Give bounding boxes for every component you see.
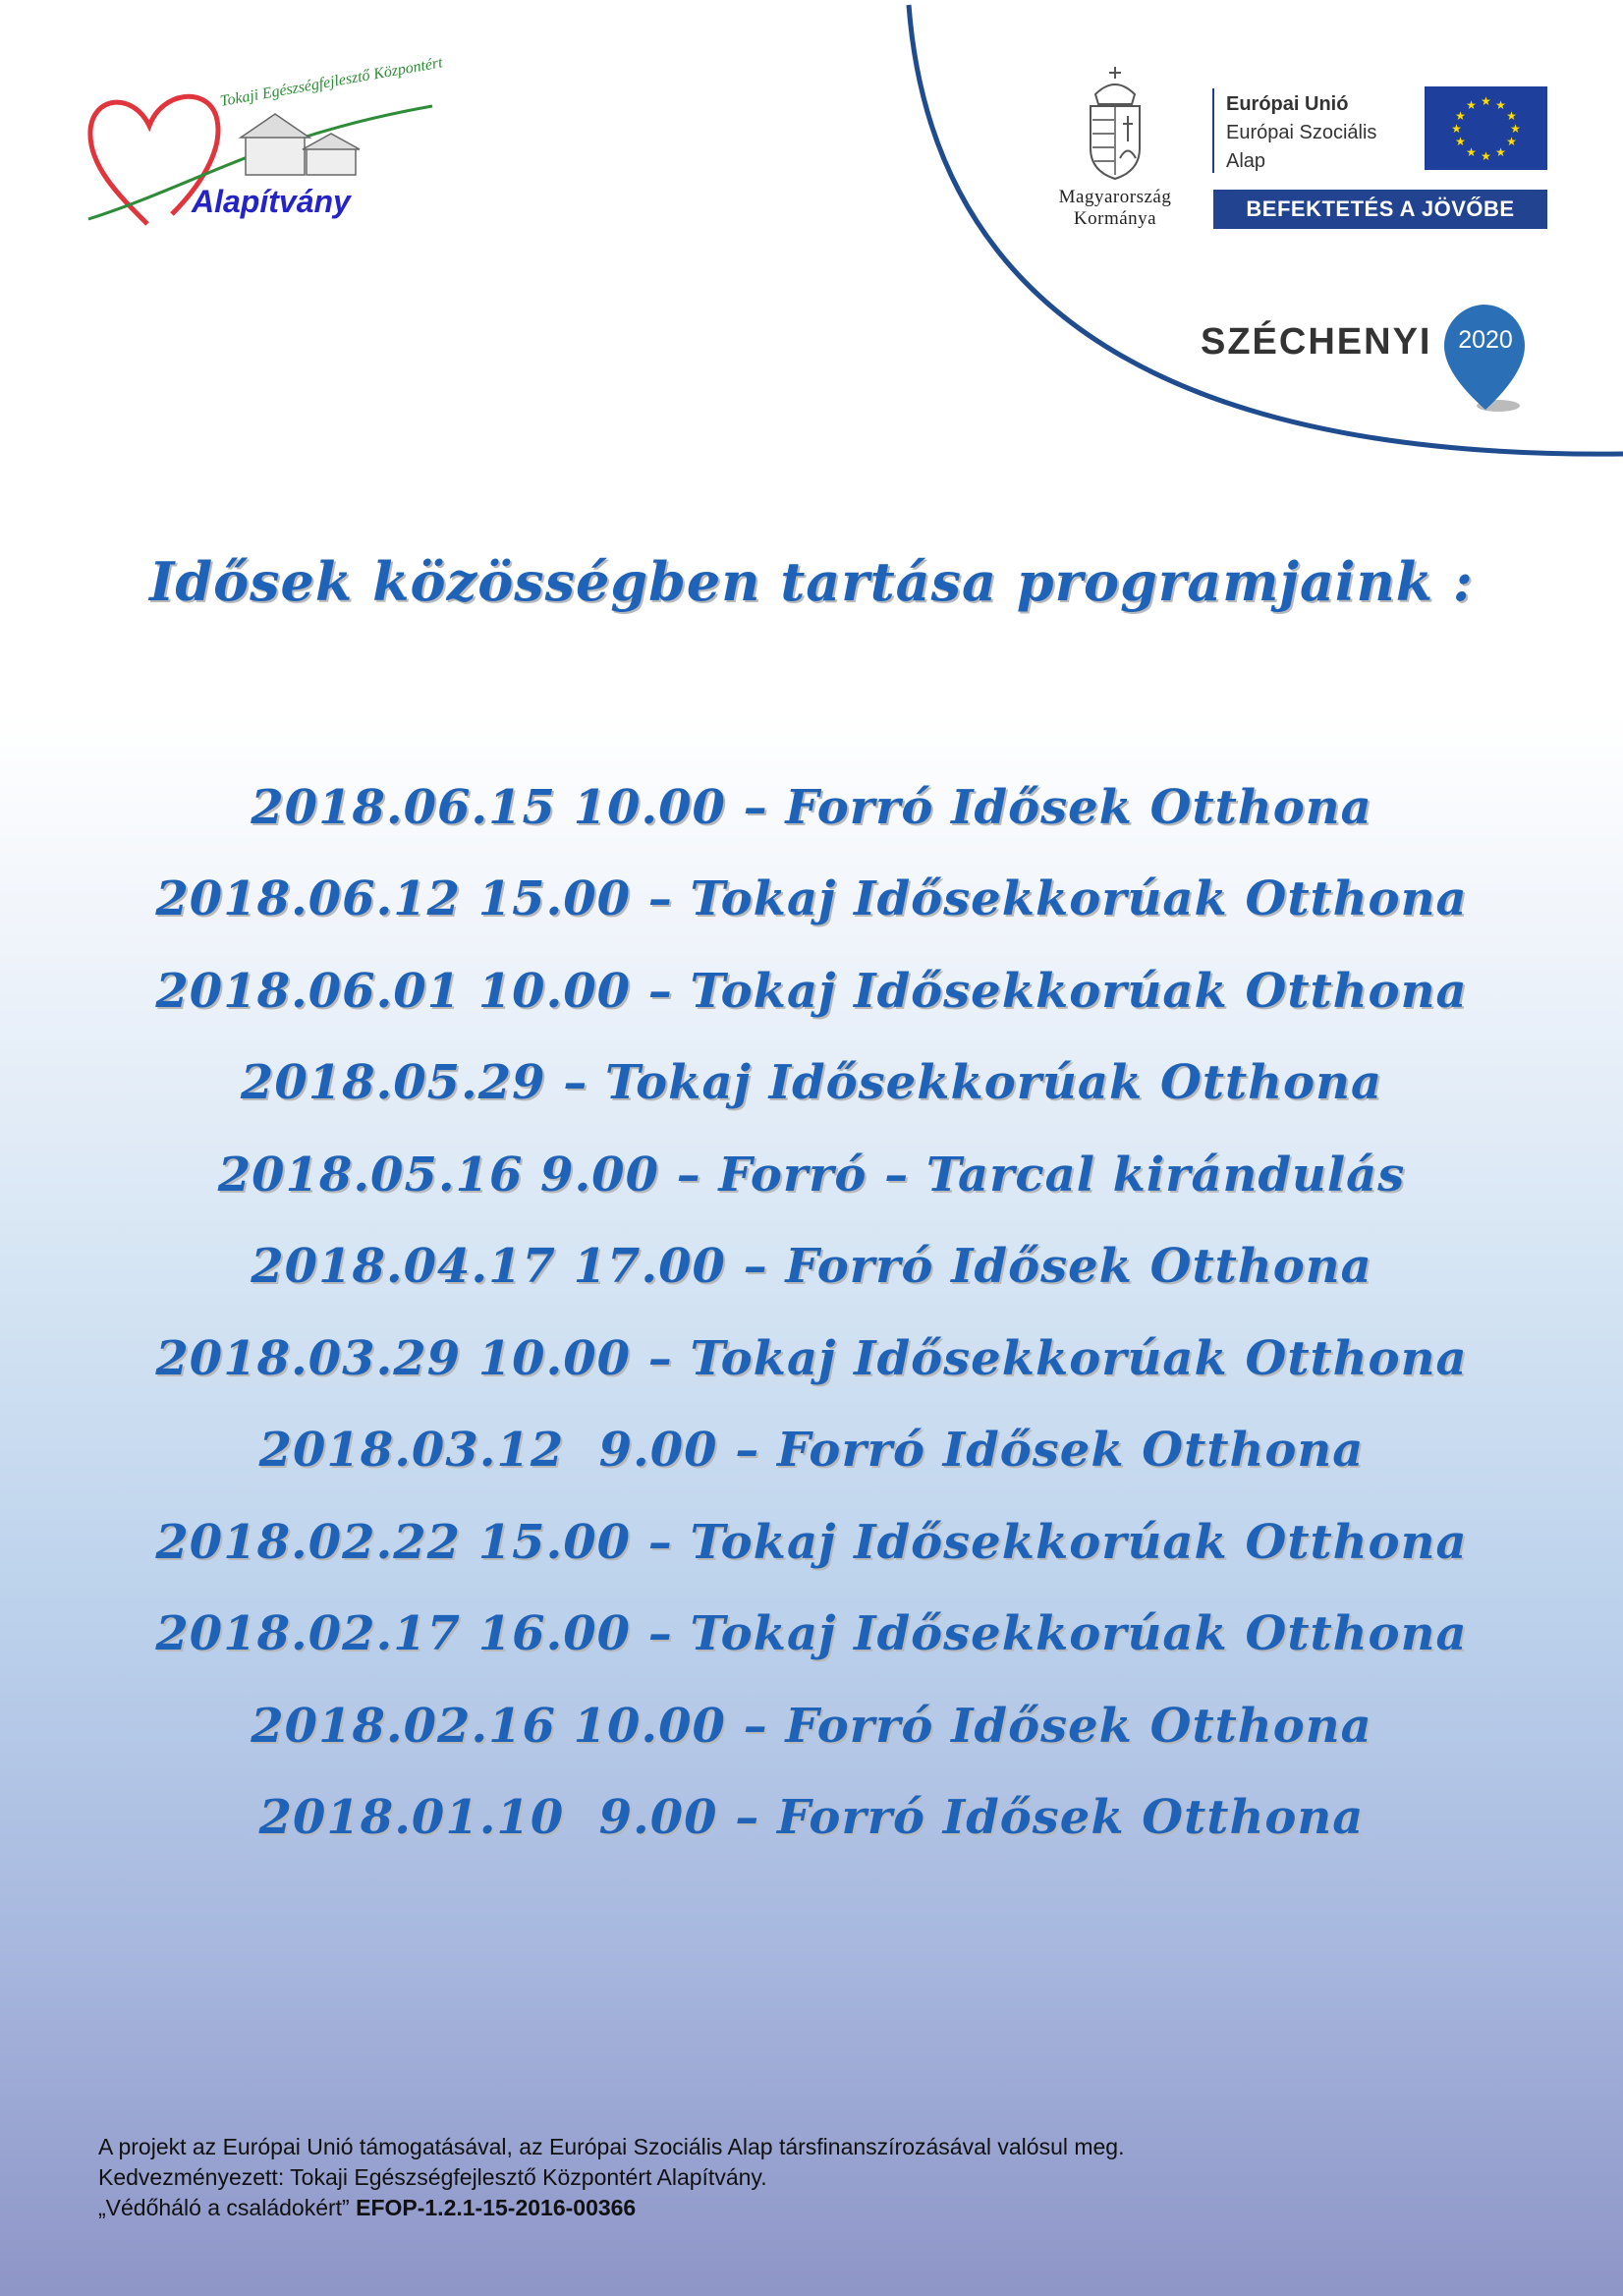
eu-fund-line1: Európai Szociális bbox=[1226, 122, 1377, 143]
eu-title: Európai Unió bbox=[1226, 93, 1349, 115]
eu-fund-line2: Alap bbox=[1226, 150, 1266, 172]
eu-fund-label bbox=[1226, 90, 1423, 176]
coat-of-arms-icon bbox=[1081, 65, 1149, 183]
building-icon bbox=[241, 114, 360, 175]
szechenyi-logo bbox=[1201, 297, 1535, 415]
foundation-logo bbox=[79, 57, 452, 239]
schedule-item: 2018.02.22 15.00 – Tokaj Idősekkorúak Otthona bbox=[155, 1514, 1468, 1570]
map-pin-icon bbox=[1439, 300, 1547, 418]
logo-arc-text: Tokaji Egészségfejlesztő Központért bbox=[218, 57, 444, 110]
szechenyi-year: 2020 bbox=[1458, 326, 1513, 354]
svg-text:★: ★ bbox=[1481, 94, 1491, 108]
schedule-item: 2018.06.01 10.00 – Tokaj Idősekkorúak Otthona bbox=[155, 963, 1468, 1019]
svg-text:★: ★ bbox=[1451, 122, 1462, 136]
svg-text:★: ★ bbox=[1466, 145, 1477, 159]
project-name: „Védőháló a családokért” bbox=[98, 2195, 350, 2220]
program-schedule bbox=[0, 761, 1623, 1864]
svg-text:★: ★ bbox=[1466, 98, 1477, 112]
page-title: Idősek közösségben tartása programjaink : bbox=[149, 550, 1474, 613]
beneficiary: Kedvezményezett: Tokaji Egészségfejlesztő Központért Alapítvány. bbox=[98, 2164, 767, 2190]
eu-banner: BEFEKTETÉS A JÖVŐBE bbox=[1213, 190, 1547, 229]
government-name: Magyarország Kormánya bbox=[1058, 187, 1172, 229]
funding-statement: A projekt az Európai Unió támogatásával, az Európai Szociális Alap társfinanszírozásával valósul meg. bbox=[98, 2134, 1125, 2159]
government-logo bbox=[1022, 65, 1208, 242]
project-code: EFOP-1.2.1-15-2016-00366 bbox=[356, 2195, 637, 2220]
schedule-item: 2018.04.17 17.00 – Forró Idősek Otthona bbox=[251, 1239, 1372, 1295]
schedule-item: 2018.06.15 10.00 – Forró Idősek Otthona bbox=[251, 779, 1372, 835]
svg-text:★: ★ bbox=[1495, 98, 1506, 112]
schedule-item: 2018.06.12 15.00 – Tokaj Idősekkorúak Otthona bbox=[155, 871, 1468, 927]
svg-text:★: ★ bbox=[1506, 109, 1517, 123]
szechenyi-text: SZÉCHENYI bbox=[1201, 321, 1432, 363]
schedule-item: 2018.05.16 9.00 – Forró – Tarcal kirándulás bbox=[217, 1147, 1406, 1203]
svg-text:★: ★ bbox=[1455, 135, 1466, 148]
svg-text:★: ★ bbox=[1510, 122, 1521, 136]
schedule-item: 2018.05.29 – Tokaj Idősekkorúak Otthona bbox=[240, 1055, 1383, 1111]
svg-text:★: ★ bbox=[1481, 149, 1491, 163]
schedule-item: 2018.03.29 10.00 – Tokaj Idősekkorúak Otthona bbox=[155, 1330, 1468, 1386]
svg-text:★: ★ bbox=[1495, 145, 1506, 159]
logo-name: Alapítvány bbox=[192, 184, 351, 219]
svg-text:★: ★ bbox=[1506, 135, 1517, 148]
project-line bbox=[98, 2193, 1474, 2223]
eu-flag-icon bbox=[1425, 86, 1547, 170]
funding-footer bbox=[98, 2132, 1474, 2223]
schedule-item: 2018.01.10 9.00 – Forró Idősek Otthona bbox=[258, 1790, 1365, 1846]
svg-text:★: ★ bbox=[1455, 109, 1466, 123]
schedule-item: 2018.03.12 9.00 – Forró Idősek Otthona bbox=[258, 1423, 1365, 1479]
divider bbox=[1212, 88, 1214, 173]
schedule-item: 2018.02.17 16.00 – Tokaj Idősekkorúak Otthona bbox=[155, 1606, 1468, 1662]
schedule-item: 2018.02.16 10.00 – Forró Idősek Otthona bbox=[251, 1698, 1372, 1754]
